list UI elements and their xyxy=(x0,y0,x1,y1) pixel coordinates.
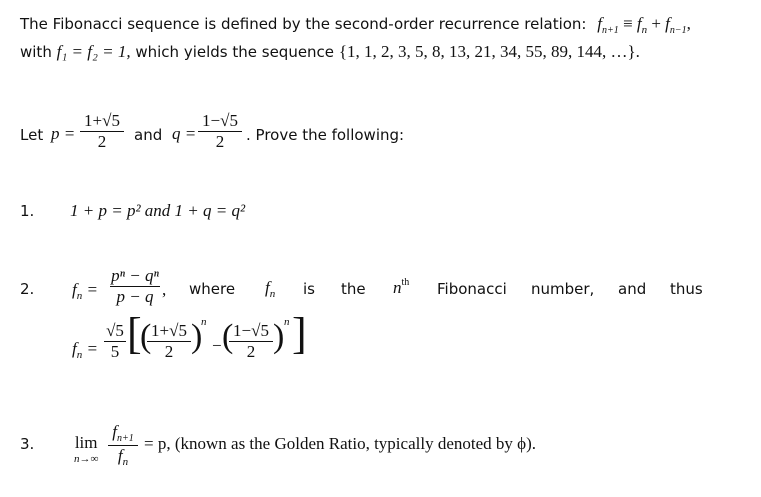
item-3-text: = p, (known as the Golden Ratio, typically denoted by ϕ). xyxy=(144,434,536,453)
item-2-word-thus: thus xyxy=(670,280,703,298)
binet-right-bracket: ] xyxy=(292,309,307,358)
q-numerator: 1−√5 xyxy=(202,111,238,130)
intro-line-2 xyxy=(20,42,640,62)
item-3-lim: lim n→∞ xyxy=(74,433,99,465)
intro-line-1 xyxy=(20,14,691,34)
item-2-word-and: and xyxy=(618,280,647,298)
binet-minus: − xyxy=(212,336,222,355)
recurrence-formula: $f_{n+1} \equiv f_n + f_{n-1}$, xyxy=(597,14,691,36)
intro-text: The Fibonacci sequence is defined by the second-order recurrence relation: xyxy=(20,15,587,33)
binet-coefficient: √5 5 xyxy=(104,322,126,361)
binet-left-bracket: [ xyxy=(127,309,142,358)
p-numerator: 1+√5 xyxy=(84,111,120,130)
binet-fn: $f_n$ = xyxy=(72,339,98,361)
item-2-word-the: the xyxy=(341,280,366,298)
item-2-numerator: pⁿ − qⁿ xyxy=(111,266,159,285)
item-2-word-nth: $n^{th}$ xyxy=(393,277,410,297)
binet-term-b: 1−√5 2 xyxy=(229,322,273,361)
item-2-denominator: p − q xyxy=(116,287,154,306)
let-word: Let xyxy=(20,126,44,144)
item-2-word-is: is xyxy=(303,280,315,298)
item-3-number: 3. xyxy=(20,435,35,453)
item-2-word-fibonacci: Fibonacci xyxy=(437,280,507,298)
item-3-fraction: $f_{n+1}$ $f_n$ xyxy=(108,423,138,467)
initial-conditions: f₁ = f₂ = 1, xyxy=(56,42,131,61)
item-1-number: 1. xyxy=(20,202,35,220)
sequence-values: {1, 1, 2, 3, 5, 8, 13, 21, 34, 55, 89, 144, …}. xyxy=(338,42,640,61)
item-2-word-where: where xyxy=(189,280,236,298)
binet-paren-a-open: ( xyxy=(140,318,152,355)
prove-text: . Prove the following: xyxy=(246,126,405,144)
item-2-word-f: $f_n$ xyxy=(265,278,276,300)
item-2-comma: , xyxy=(162,280,167,299)
binet-paren-b-close: ) xyxy=(273,318,285,355)
binet-exp-b: n xyxy=(284,316,290,328)
binet-paren-b-open: ( xyxy=(222,318,234,355)
p-denominator: 2 xyxy=(97,132,107,151)
p-var: p = xyxy=(51,124,76,143)
item-2-fn: $f_n$ = xyxy=(72,280,98,302)
and-word: and xyxy=(134,126,163,144)
binet-term-a: 1+√5 2 xyxy=(147,322,191,361)
binet-exp-a: n xyxy=(201,316,207,328)
binet-paren-a-close: ) xyxy=(191,318,203,355)
item-2-fraction xyxy=(110,267,160,306)
with-word: with xyxy=(20,43,52,61)
p-fraction xyxy=(80,112,124,151)
item-2-word-number: number, xyxy=(531,280,595,298)
sequence-text: which yields the sequence xyxy=(135,43,335,61)
q-var: q = xyxy=(172,124,197,143)
item-1-content: 1 + p = p² and 1 + q = q² xyxy=(70,201,246,220)
q-fraction xyxy=(198,112,242,151)
q-denominator: 2 xyxy=(215,132,225,151)
item-2-number: 2. xyxy=(20,280,35,298)
